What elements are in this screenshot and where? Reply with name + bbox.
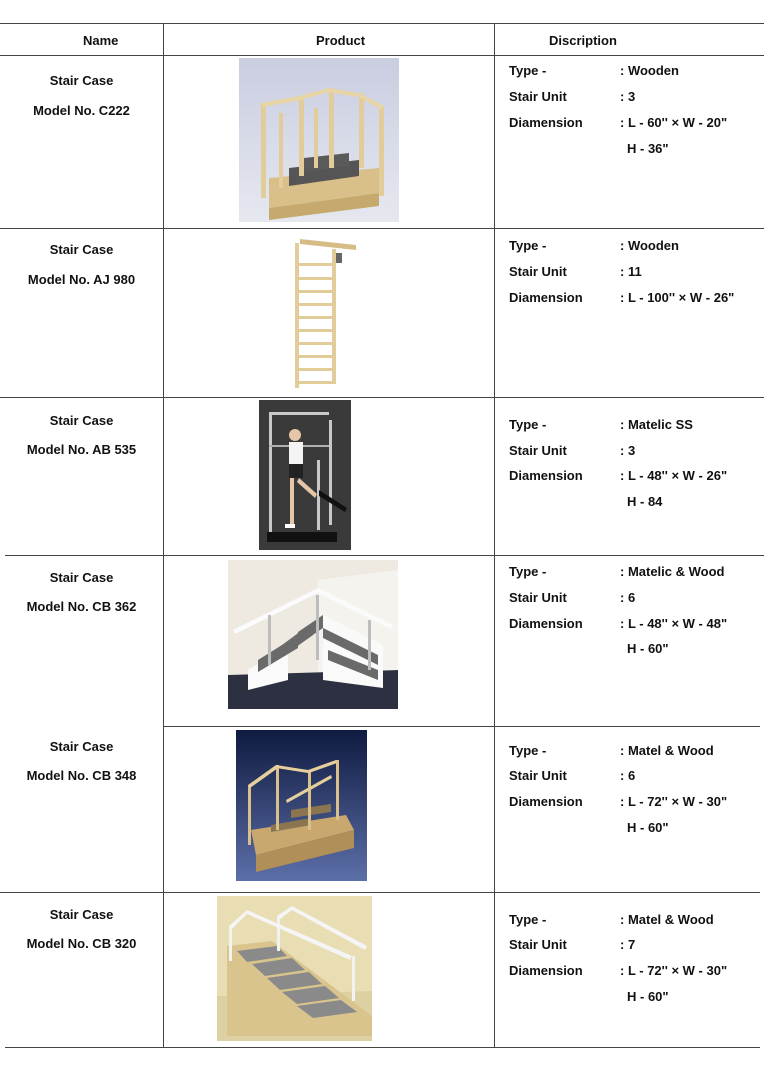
wooden-stair-case-photo <box>239 58 399 222</box>
row-divider <box>0 228 764 229</box>
model-number: Model No. AJ 980 <box>27 272 136 287</box>
dimension-label: Diamension <box>509 468 583 483</box>
height-value: H - 84 <box>627 494 663 509</box>
stair-unit-value: : 3 <box>620 89 636 104</box>
header-bottom-border <box>0 55 764 56</box>
stair-unit-value: : 11 <box>620 264 642 279</box>
height-value: H - 60" <box>627 820 669 835</box>
type-label: Type - <box>509 63 547 78</box>
stair-unit-value: : 3 <box>620 443 636 458</box>
height-value: H - 60" <box>627 989 669 1004</box>
dimension-value: : L - 48'' × W - 26" <box>620 468 728 483</box>
type-value: : Matel & Wood <box>620 743 714 758</box>
dimension-value: : L - 48'' × W - 48" <box>620 616 728 631</box>
type-label: Type - <box>509 912 547 927</box>
type-value: : Matelic & Wood <box>620 564 725 579</box>
row-divider <box>0 892 760 893</box>
one-sided-stair-case-photo <box>217 896 372 1041</box>
type-value: : Matelic SS <box>620 417 693 432</box>
product-name: Stair Case <box>49 570 114 585</box>
dimension-label: Diamension <box>509 290 583 305</box>
stair-unit-label: Stair Unit <box>509 768 567 783</box>
type-value: : Wooden <box>620 238 679 253</box>
stair-unit-label: Stair Unit <box>509 264 567 279</box>
model-number: Model No. C222 <box>33 103 130 118</box>
type-label: Type - <box>509 564 547 579</box>
model-number: Model No. CB 320 <box>26 936 137 951</box>
wall-ladder-photo <box>290 235 360 390</box>
stair-unit-value: : 6 <box>620 768 636 783</box>
double-sided-stair-case-photo <box>236 730 367 881</box>
row-divider <box>5 555 764 556</box>
product-name: Stair Case <box>49 413 114 428</box>
dimension-value: : L - 60'' × W - 20" <box>620 115 728 130</box>
type-value: : Matel & Wood <box>620 912 714 927</box>
height-value: H - 36" <box>627 141 669 156</box>
type-label: Type - <box>509 417 547 432</box>
table-bottom-border <box>5 1047 760 1048</box>
type-label: Type - <box>509 743 547 758</box>
model-number: Model No. AB 535 <box>26 442 137 457</box>
dimension-value: : L - 100'' × W - 26" <box>620 290 735 305</box>
row-divider <box>163 726 760 727</box>
type-value: : Wooden <box>620 63 679 78</box>
model-number: Model No. CB 348 <box>26 768 137 783</box>
dimension-value: : L - 72'' × W - 30" <box>620 794 728 809</box>
column-header-name: Name <box>83 33 119 48</box>
product-name: Stair Case <box>49 242 114 257</box>
type-label: Type - <box>509 238 547 253</box>
stair-unit-value: : 7 <box>620 937 636 952</box>
dimension-value: : L - 72'' × W - 30" <box>620 963 728 978</box>
table-top-border <box>0 23 764 24</box>
dimension-label: Diamension <box>509 616 583 631</box>
metal-step-trainer-photo <box>259 400 351 550</box>
column-header-description: Discription <box>549 33 617 48</box>
dimension-label: Diamension <box>509 794 583 809</box>
stair-unit-value: : 6 <box>620 590 636 605</box>
model-number: Model No. CB 362 <box>26 599 137 614</box>
stair-unit-label: Stair Unit <box>509 937 567 952</box>
stair-unit-label: Stair Unit <box>509 590 567 605</box>
column-header-product: Product <box>316 33 366 48</box>
product-name: Stair Case <box>49 907 114 922</box>
dimension-label: Diamension <box>509 115 583 130</box>
row-divider <box>0 397 764 398</box>
column-divider <box>163 23 164 1048</box>
product-name: Stair Case <box>49 739 114 754</box>
column-divider <box>494 23 495 1048</box>
corner-stair-case-photo <box>228 560 398 709</box>
stair-unit-label: Stair Unit <box>509 89 567 104</box>
height-value: H - 60" <box>627 641 669 656</box>
product-name: Stair Case <box>49 73 114 88</box>
dimension-label: Diamension <box>509 963 583 978</box>
stair-unit-label: Stair Unit <box>509 443 567 458</box>
